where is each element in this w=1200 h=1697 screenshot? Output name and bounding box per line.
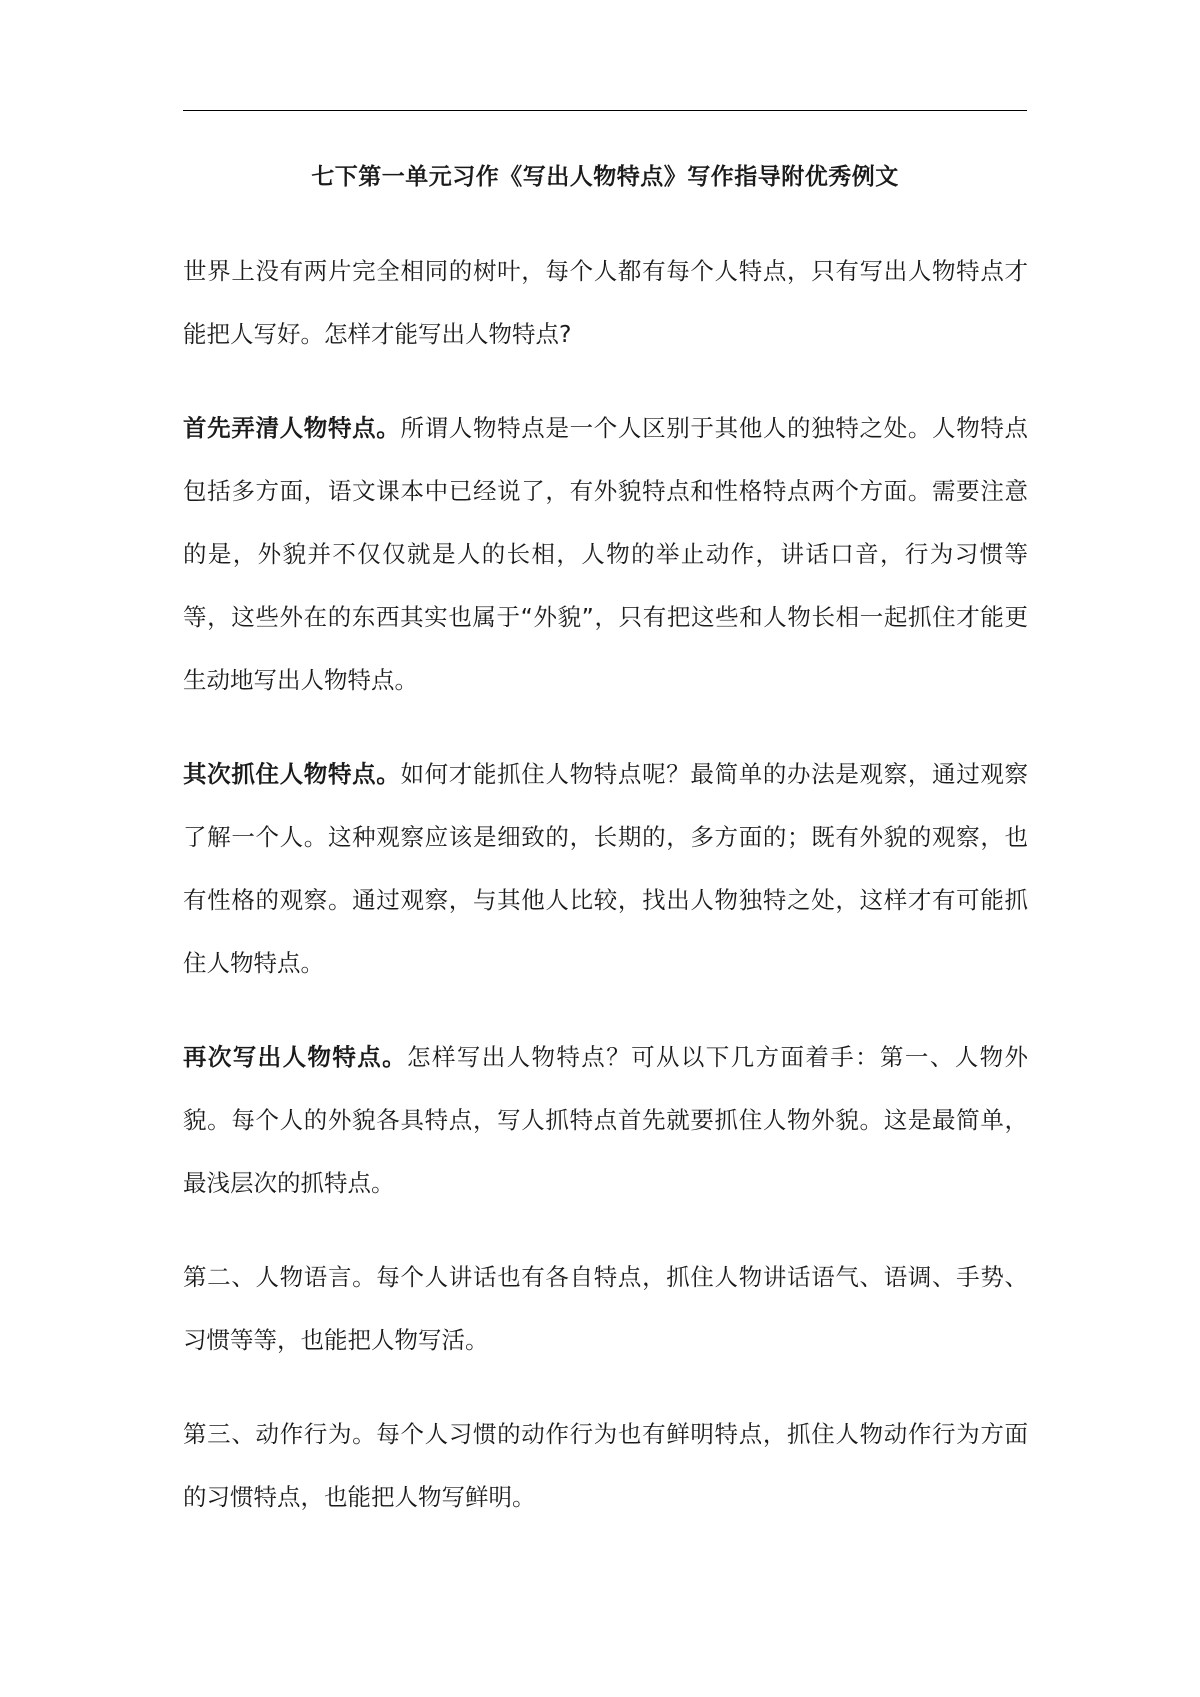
paragraph-intro — [183, 240, 1028, 366]
paragraph-text: 所谓人物特点是一个人区别于其他人的独特之处。人物特点包括多方面，语文课本中已经说了，有外貌特点和性格特点两个方面。需要注意的是，外貌并不仅仅就是人的长相，人物的举止动作，讲话口音，行为习惯等等，这些外在的东西其实也属于“外貌”，只有把这些和人物长相一起抓住才能更生动地写出人物特点。 — [183, 414, 1029, 694]
paragraph-lead: 其次抓住人物特点。 — [183, 760, 401, 788]
paragraph-third-step — [183, 1026, 1028, 1215]
document-body — [183, 240, 1028, 1560]
document-title: 七下第一单元习作《写出人物特点》写作指导附优秀例文 — [311, 164, 899, 190]
paragraph-text: 世界上没有两片完全相同的树叶，每个人都有每个人特点，只有写出人物特点才能把人写好。怎样才能写出人物特点? — [183, 257, 1028, 348]
paragraph-lead: 首先弄清人物特点。 — [183, 414, 401, 442]
paragraph-lead: 再次写出人物特点。 — [183, 1043, 408, 1071]
header-rule — [183, 110, 1027, 111]
paragraph-first-step — [183, 397, 1028, 712]
paragraph-text: 怎样写出人物特点？可从以下几方面着手：第一、人物外貌。每个人的外貌各具特点，写人抓特点首先就要抓住人物外貌。这是最简单，最浅层次的抓特点。 — [183, 1043, 1029, 1197]
paragraph-text: 第三、动作行为。每个人习惯的动作行为也有鲜明特点，抓住人物动作行为方面的习惯特点，也能把人物写鲜明。 — [183, 1420, 1028, 1511]
paragraph-text: 如何才能抓住人物特点呢？最简单的办法是观察，通过观察了解一个人。这种观察应该是细致的，长期的，多方面的；既有外貌的观察，也有性格的观察。通过观察，与其他人比较，找出人物独特之处，这样才有可能抓住人物特点。 — [183, 760, 1029, 977]
paragraph-text: 第二、人物语言。每个人讲话也有各自特点，抓住人物讲话语气、语调、手势、习惯等等，也能把人物写活。 — [183, 1263, 1028, 1354]
paragraph-second-step — [183, 743, 1028, 995]
paragraph-language — [183, 1246, 1028, 1372]
paragraph-action — [183, 1403, 1028, 1529]
